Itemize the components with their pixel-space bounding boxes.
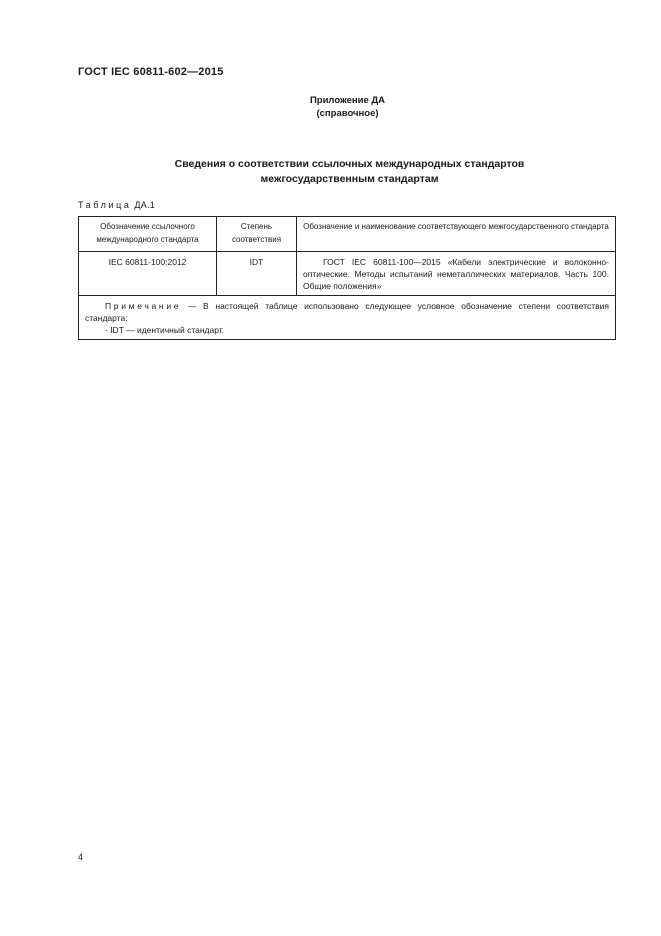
- column-header-ref-standard: Обозначение ссылочного международного стандарта: [79, 217, 217, 252]
- note-item: - IDT — идентичный стандарт.: [105, 325, 225, 335]
- column-header-degree: Степень соответствия: [217, 217, 297, 252]
- cell-degree: IDT: [217, 252, 297, 296]
- annex-subtitle: (справочное): [316, 107, 379, 119]
- note-label: Примечание: [105, 301, 182, 311]
- table-header-row: [79, 217, 616, 252]
- page-number: 4: [78, 852, 84, 862]
- cell-ref-standard: IEC 60811-100:2012: [79, 252, 217, 296]
- heading-line-1: Сведения о соответствии ссылочных международных стандартов: [174, 158, 525, 170]
- document-code: ГОСТ IEC 60811-602—2015: [78, 66, 224, 78]
- correspondence-table: [78, 216, 616, 340]
- table-label-prefix: Таблица: [78, 200, 132, 210]
- note-text: — В настоящей таблице использовано следующее условное обозначение степени соответствия стандарта:: [85, 301, 609, 323]
- table-row: [79, 252, 616, 296]
- annex-title: Приложение ДА: [309, 95, 386, 106]
- table-note: [79, 296, 616, 340]
- section-heading: [0, 157, 661, 186]
- table-note-row: [79, 296, 616, 340]
- column-header-interstate-standard: Обозначение и наименование соответствующего межгосударственного стандарта: [297, 217, 616, 252]
- cell-interstate-standard: ГОСТ IEC 60811-100—2015 «Кабели электрические и волоконно-оптические. Методы испытаний неметаллических материалов. Часть 100. Общие положения»: [297, 252, 616, 296]
- annex-title-block: [0, 95, 661, 120]
- heading-line-2: межгосударственным стандартам: [260, 172, 439, 185]
- table-label-id: ДА.1: [134, 200, 156, 210]
- table-label: [78, 200, 155, 210]
